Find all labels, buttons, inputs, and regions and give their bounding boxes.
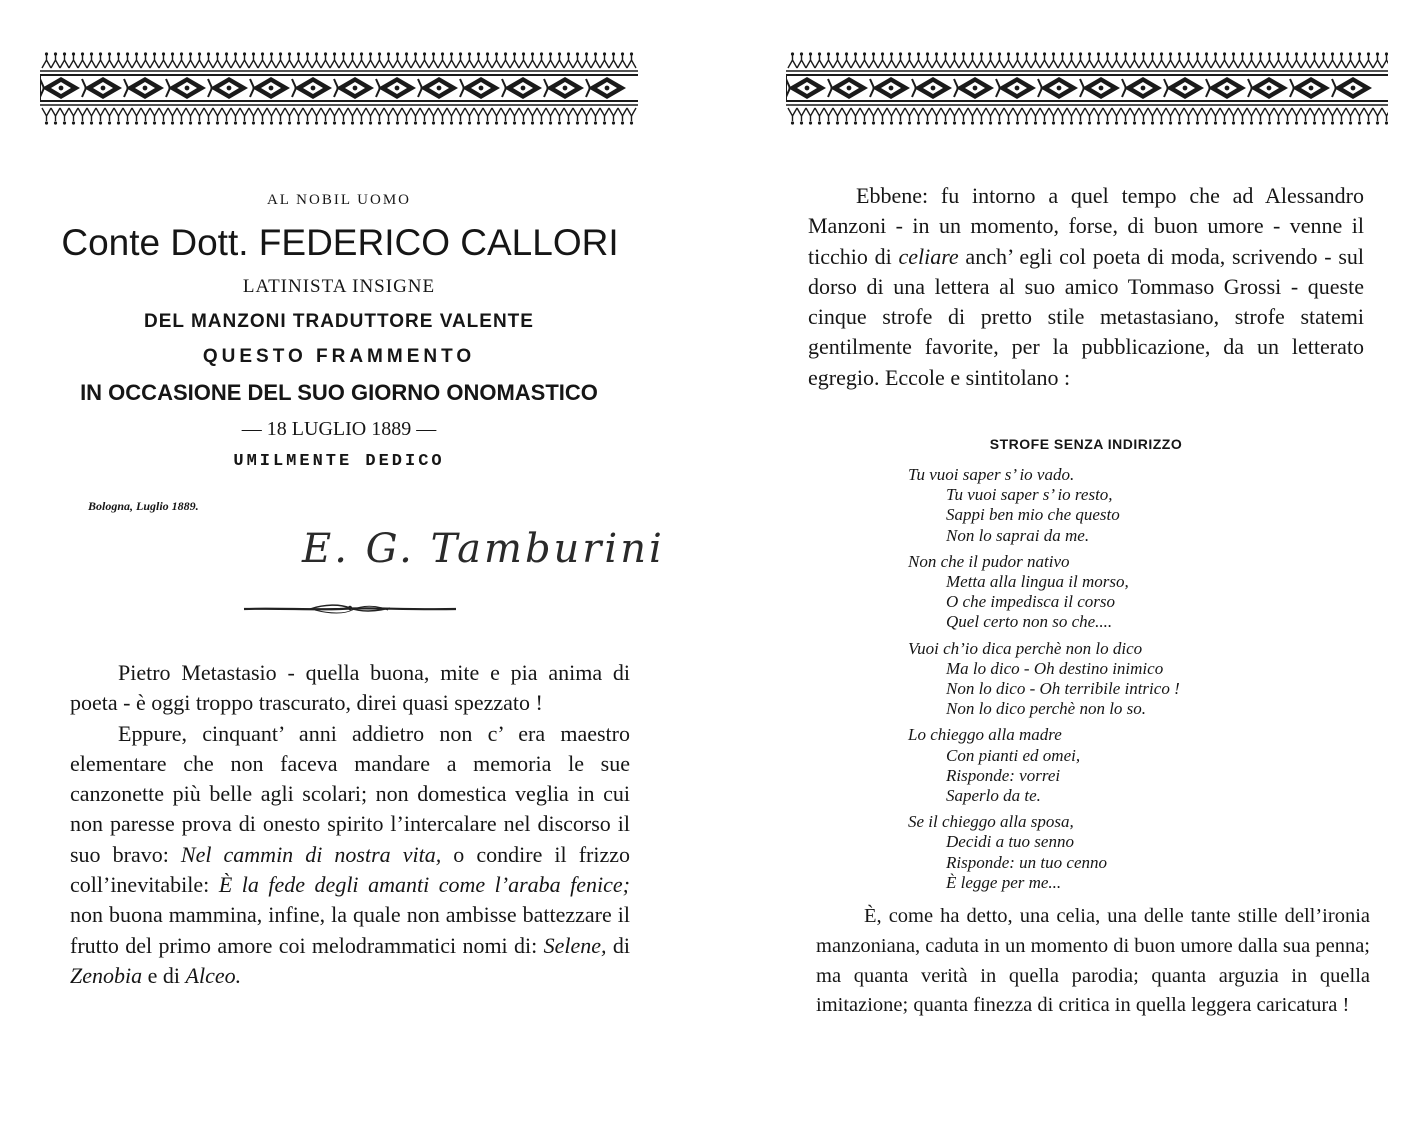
stanza	[908, 639, 1348, 720]
flourish-divider	[240, 598, 460, 618]
name-alceo: Alceo.	[185, 962, 242, 988]
verse: Ma lo dico - Oh destino inimico	[946, 658, 1164, 678]
text-run: o condire il frizzo coll’inevitabile:	[70, 841, 630, 898]
verse: È legge per me...	[946, 872, 1062, 892]
verse: Quel certo non so che....	[946, 612, 1113, 632]
paragraph	[70, 719, 630, 992]
verse: Non lo saprai da me.	[946, 525, 1090, 545]
right-page	[712, 0, 1424, 1121]
dedication-date: — 18 LUGLIO 1889 —	[241, 418, 437, 440]
stanza	[908, 552, 1348, 633]
paragraph: È, come ha detto, una celia, una delle tante stille dell’ironia manzoniana, caduta in un momento di buon umore dalla sua penna; ma quanta verità in quella parodia; quanta arguzia in quella imitazione; quanta finezza di critica in quella leggera caricatura !	[816, 905, 1370, 1017]
place-and-date: Bologna, Luglio 1889.	[88, 499, 199, 513]
text-run: Ebbene: fu intorno a quel tempo che ad Alessandro Manzoni - in un momento, forse, di buon umore - venne il ticchio di	[808, 183, 1364, 269]
verse: O che impedisca il corso	[946, 592, 1116, 612]
poem-title: STROFE SENZA INDIRIZZO	[989, 436, 1183, 452]
text-run: e di	[142, 962, 186, 988]
verse: Risponde: un tuo cenno	[946, 852, 1107, 872]
closing-paragraph	[816, 902, 1370, 1021]
paragraph	[808, 181, 1364, 393]
verse: Con pianti ed omei,	[946, 745, 1081, 765]
name-zenobia: Zenobia	[70, 962, 143, 988]
text-run: di	[606, 932, 630, 958]
name-selene: Selene,	[543, 932, 607, 958]
decorative-header-ornament	[40, 44, 638, 130]
dedicatee-name: Conte Dott. FEDERICO CALLORI	[61, 222, 619, 263]
verse: Saperlo da te.	[946, 786, 1041, 806]
verse: Metta alla lingua il morso,	[946, 572, 1129, 592]
verse: Sappi ben mio che questo	[946, 505, 1120, 525]
left-page	[0, 0, 700, 1121]
verse: Non lo dico perchè non lo so.	[946, 699, 1147, 719]
verse: Lo chieggo alla madre	[908, 725, 1062, 745]
stanza	[908, 725, 1348, 806]
verse: Decidi a tuo senno	[946, 832, 1074, 852]
italic-word: celiare	[898, 243, 959, 269]
dedication-line-4: DEL MANZONI TRADUTTORE VALENTE	[144, 311, 534, 332]
body-text	[70, 658, 630, 991]
verse: Vuoi ch’io dica perchè non lo dico	[908, 638, 1143, 658]
verse: Non lo dico - Oh terribile intrico !	[946, 679, 1180, 699]
verse: Tu vuoi saper s’ io vado.	[908, 465, 1075, 484]
intro-paragraph	[808, 181, 1364, 393]
text-run: anch’ egli col poeta di moda, scrivendo - sul dorso di una lettera al suo amico Tommaso Grossi - queste cinque strofe di pretto stile metastasiano, strofe statemi gentilmente favorite, per la pubblicazione, da un letterato egregio. Eccole e sintitolano :	[808, 243, 1364, 390]
text-run: Eppure, cinquant’ anni addietro non c’ era maestro elementare che non faceva mandare a memoria le sue canzonette più belle agli scolari; non domestica veglia in cui non paresse prova di onesto spirito l’intercalare nel discorso il suo bravo:	[70, 720, 630, 867]
dedication-line-6: IN OCCASIONE DEL SUO GIORNO ONOMASTICO	[80, 380, 598, 405]
paragraph: Pietro Metastasio - quella buona, mite e pia anima di poeta - è oggi troppo trascurato, direi quasi spezzato !	[70, 660, 630, 716]
stanza	[908, 465, 1348, 546]
poem	[908, 465, 1348, 899]
author-signature: E. G. Tamburini	[302, 526, 665, 572]
dedication-line-5: QUESTO FRAMMENTO	[202, 346, 476, 367]
verse: Non che il pudor nativo	[908, 551, 1070, 571]
dedication-line-1: AL NOBIL UOMO	[266, 192, 412, 208]
verse: Risponde: vorrei	[946, 765, 1061, 785]
verse: Se il chieggo alla sposa,	[908, 812, 1074, 832]
stanza	[908, 812, 1348, 893]
text-run: non buona mammina, infine, la quale non ambisse battezzare il frutto del primo amore coi melodrammatici nomi di:	[70, 902, 630, 958]
decorative-header-ornament	[786, 44, 1388, 130]
quotation: Nel cammin di nostra vita,	[180, 841, 442, 867]
verse: Tu vuoi saper s’ io resto,	[946, 485, 1113, 505]
quotation: È la fede degli amanti come l’araba fenice;	[218, 872, 630, 898]
dedication-line-8: UMILMENTE DEDICO	[233, 452, 445, 471]
dedication-line-3: LATINISTA INSIGNE	[242, 276, 436, 297]
